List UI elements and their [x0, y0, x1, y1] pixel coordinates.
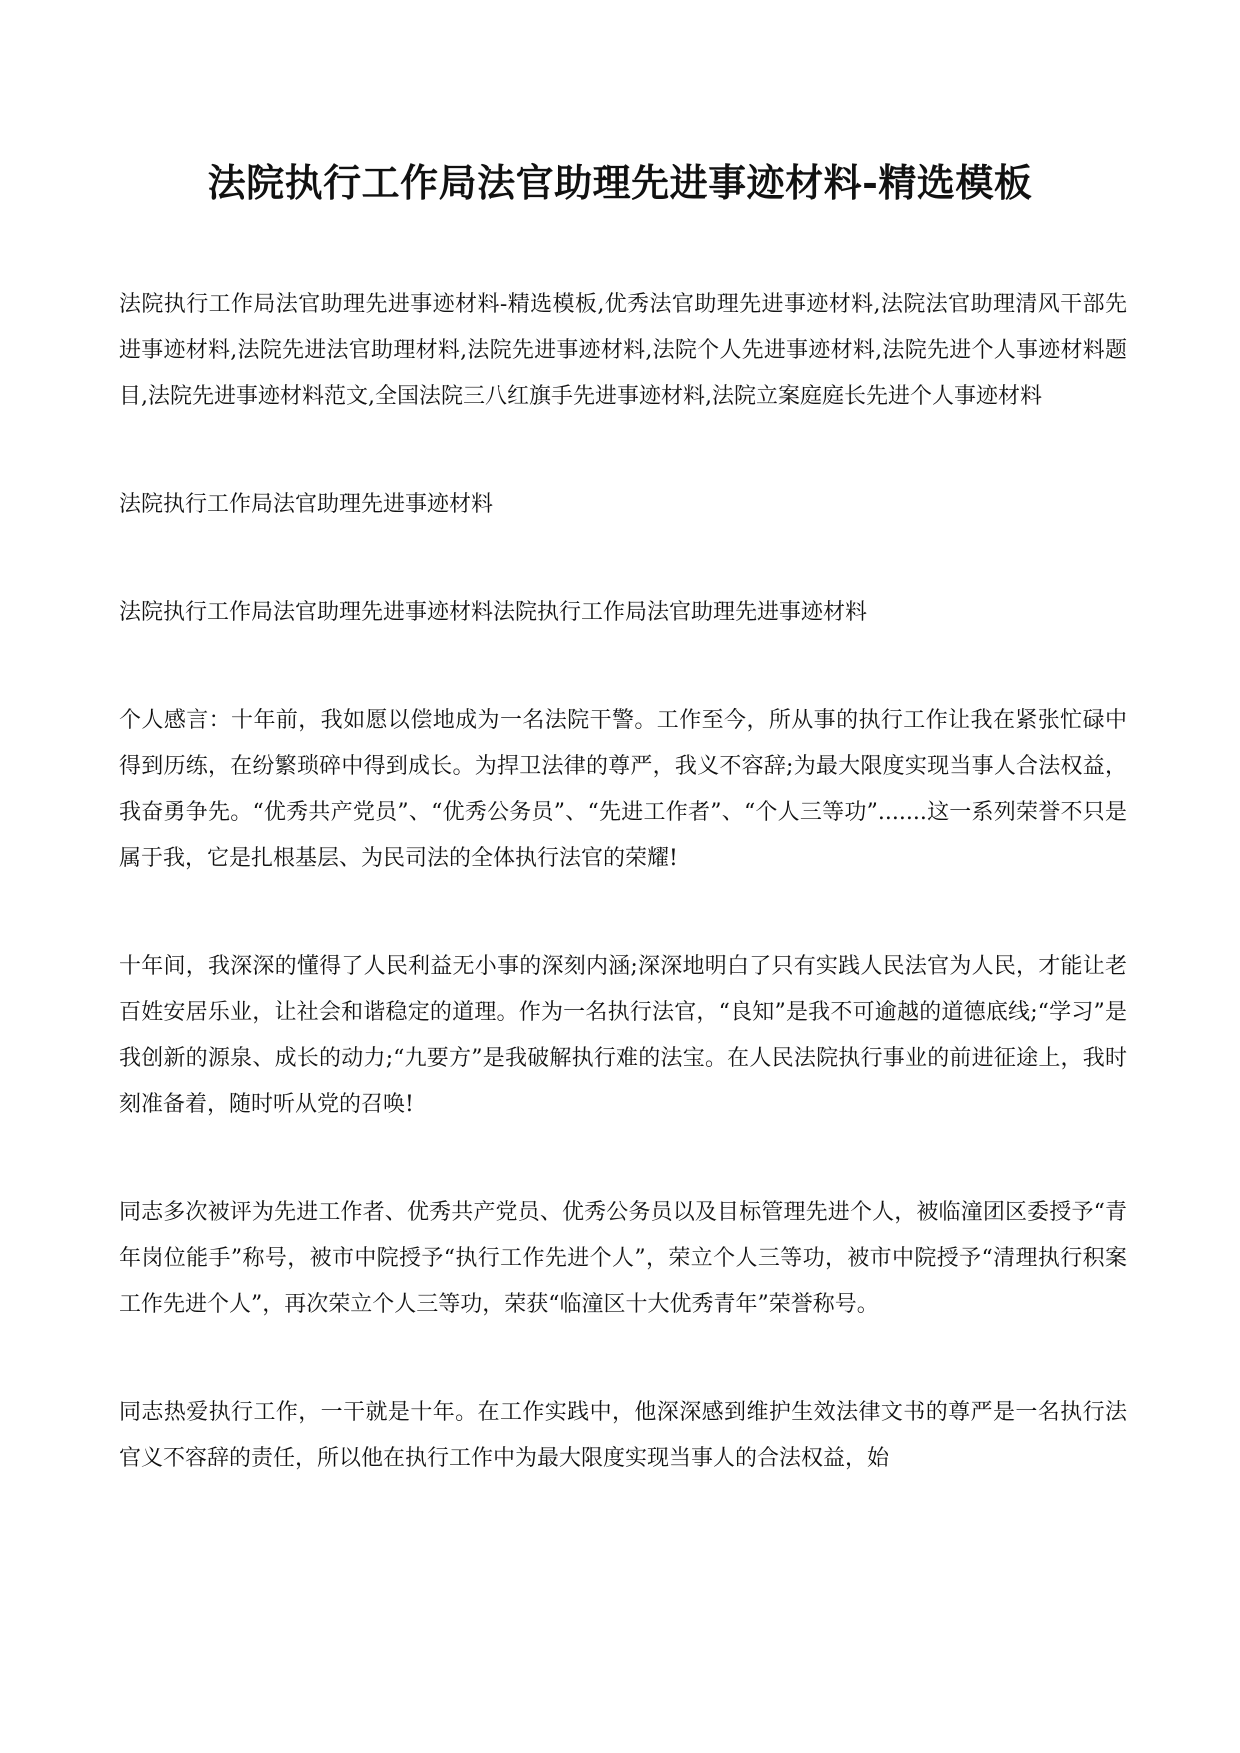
paragraph-ten-years: 十年间，我深深的懂得了人民利益无小事的深刻内涵;深深地明白了只有实践人民法官为人民，才能让老百姓安居乐业，让社会和谐稳定的道理。作为一名执行法官，“良知”是我不可逾越的道德底线;“学习”是我创新的源泉、成长的动力;“九要方”是我破解执行难的法宝。在人民法院执行事业的前进征途上，我时刻准备着，随时听从党的召唤! [119, 954, 1127, 1117]
paragraph-keywords: 法院执行工作局法官助理先进事迹材料-精选模板,优秀法官助理先进事迹材料,法院法官助理清风干部先进事迹材料,法院先进法官助理材料,法院先进事迹材料,法院个人先进事迹材料,法院先进个人事迹材料题目,法院先进事迹材料范文,全国法院三八红旗手先进事迹材料,法院立案庭庭长先进个人事迹材料 [119, 292, 1127, 409]
paragraph-repeat-title: 法院执行工作局法官助理先进事迹材料法院执行工作局法官助理先进事迹材料 [119, 600, 868, 625]
document-body [119, 282, 1127, 1544]
paragraph-work-practice: 同志热爱执行工作，一干就是十年。在工作实践中，他深深感到维护生效法律文书的尊严是一名执行法官义不容辞的责任，所以他在执行工作中为最大限度实现当事人的合法权益，始 [119, 1400, 1127, 1471]
paragraph-personal-statement: 个人感言：十年前，我如愿以偿地成为一名法院干警。工作至今，所从事的执行工作让我在紧张忙碌中得到历练，在纷繁琐碎中得到成长。为捍卫法律的尊严，我义不容辞;为最大限度实现当事人合法权益，我奋勇争先。“优秀共产党员”、“优秀公务员”、“先进工作者”、“个人三等功”.......这一系列荣誉不只是属于我，它是扎根基层、为民司法的全体执行法官的荣耀! [119, 708, 1127, 871]
document-title: 法院执行工作局法官助理先进事迹材料-精选模板 [207, 160, 1033, 205]
paragraph-subtitle: 法院执行工作局法官助理先进事迹材料 [119, 492, 494, 517]
paragraph-honors: 同志多次被评为先进工作者、优秀共产党员、优秀公务员以及目标管理先进个人，被临潼团区委授予“青年岗位能手”称号，被市中院授予“执行工作先进个人”，荣立个人三等功，被市中院授予“清理执行积案工作先进个人”，再次荣立个人三等功，荣获“临潼区十大优秀青年”荣誉称号。 [119, 1200, 1127, 1317]
